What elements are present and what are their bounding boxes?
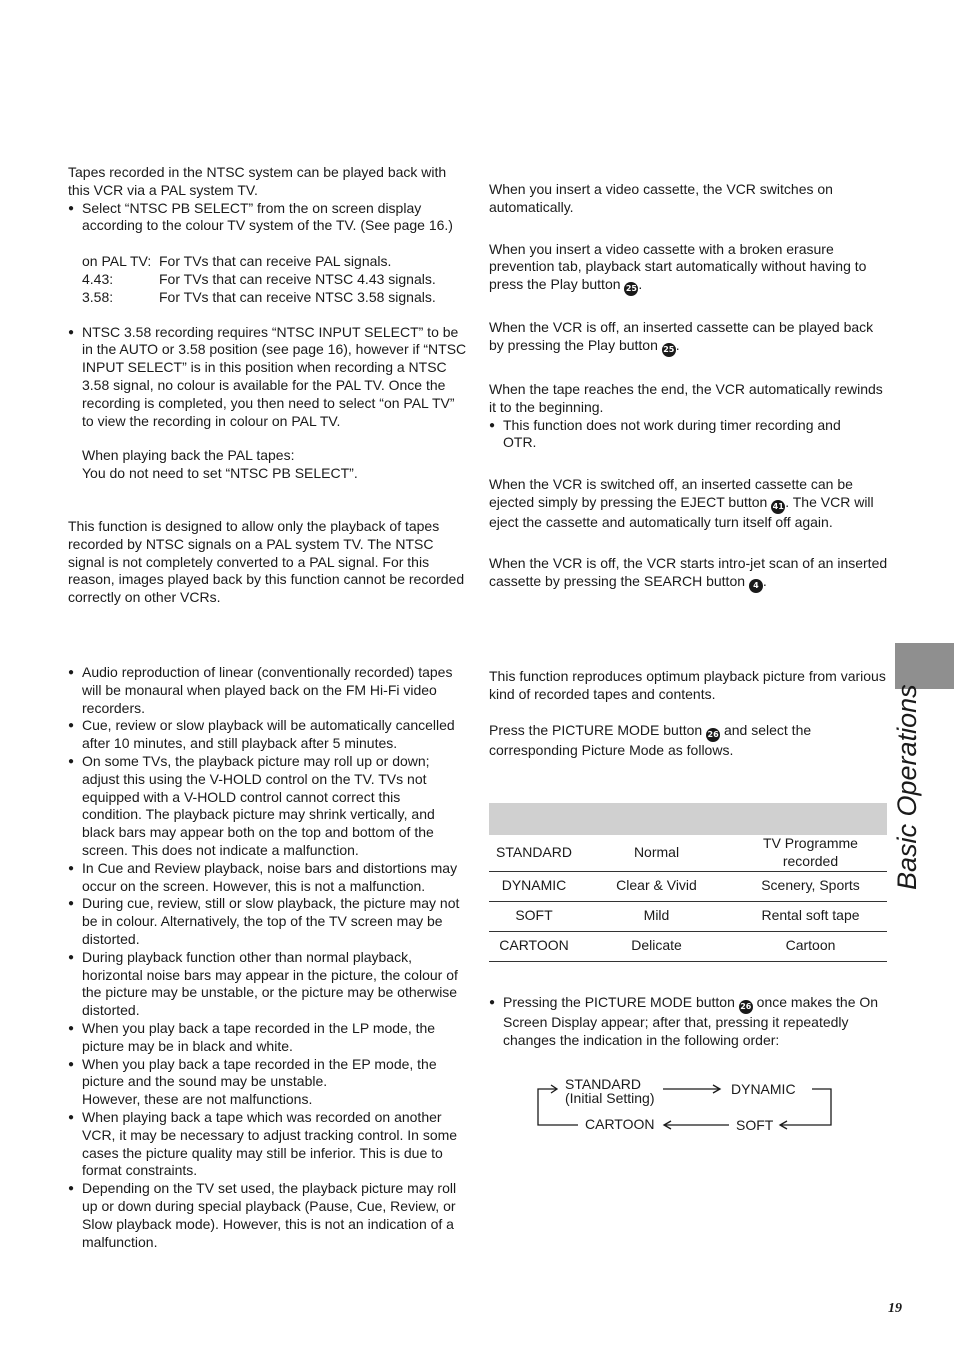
note-item: ● When playing back a tape which was recorded on another VCR, it may be necessary to adjust tracking control. In some cases the picture quality may still be inferior. This is due to format constraints.	[68, 1109, 464, 1180]
note-item: ● Audio reproduction of linear (conventionally recorded) tapes will be monaural when played back on the FM Hi-Fi video recorders.	[68, 664, 464, 717]
search-button-number-icon: 4	[749, 579, 763, 593]
eject-button-number-icon: 41	[771, 500, 785, 514]
picture-mode-section	[489, 668, 889, 759]
rewind-note: ● This function does not work during timer recording and OTR.	[489, 417, 843, 453]
right-column	[489, 181, 889, 593]
play-button-number-icon: 25	[662, 343, 676, 357]
table-row: DYNAMIC Clear & Vivid Scenery, Sports	[489, 871, 887, 901]
table-row: SOFT Mild Rental soft tape	[489, 901, 887, 931]
flow-initial-label: (Initial Setting)	[565, 1090, 655, 1106]
off-play-para: When the VCR is off, an inserted cassette can be played back by pressing the Play button 25.	[489, 319, 889, 357]
left-column	[68, 164, 468, 607]
search-para: When the VCR is off, the VCR starts intro-jet scan of an inserted cassette by pressing the SEARCH button 4 .	[489, 555, 889, 593]
page-number: 19	[888, 1301, 902, 1316]
ntsc-select-bullet: ● Select “NTSC PB SELECT” from the on screen display according to the colour TV system of the TV. (See page 16.)	[68, 200, 468, 236]
ep-followup: However, these are not malfunctions.	[82, 1091, 313, 1108]
flow-cartoon-label: CARTOON	[585, 1116, 655, 1132]
flow-soft-label: SOFT	[736, 1117, 774, 1133]
pal-note-1: When playing back the PAL tapes:	[82, 447, 295, 464]
ntsc-358-bullet: ● NTSC 3.58 recording requires “NTSC INPUT SELECT” to be in the AUTO or 3.58 position (see page 16), however if “NTSC INPUT SELECT” is in this position when recording a NTSC 3.58 signal, no colour is available for the PAL TV. Once the recording is completed, you then need to select “on PAL TV” to view the recording in colour on PAL TV.	[68, 324, 468, 431]
table-row: STANDARD Normal TV Programme recorded	[489, 835, 887, 871]
auto-play-para: When you insert a video cassette with a broken erasure prevention tab, playback start automatically without having to press the Play button 25.	[489, 241, 889, 297]
table-row: CARTOON Delicate Cartoon	[489, 931, 887, 961]
note-item: ● When you play back a tape recorded in the EP mode, the picture and the sound may be unstable.	[68, 1056, 464, 1092]
picture-mode-button-number-icon: 26	[739, 1000, 753, 1014]
flow-standard-label: STANDARD	[565, 1076, 641, 1092]
note-item: ● In Cue and Review playback, noise bars and distortions may occur on the screen. However, this is not a malfunction.	[68, 860, 464, 896]
picture-mode-intro: This function reproduces optimum playback picture from various kind of recorded tapes and contents.	[489, 668, 886, 702]
note-item: ● During cue, review, still or slow playback, the picture may not be in colour. Alternatively, the top of the TV screen may be distorted.	[68, 895, 464, 948]
side-tab-label: Basic Operations	[892, 684, 922, 890]
note-item: ● When you play back a tape recorded in the LP mode, the picture may be in black and white.	[68, 1020, 464, 1056]
picture-mode-note: ● Pressing the PICTURE MODE button 26 once makes the On Screen Display appear; after that, pressing it repeatedly changes the indication in the following order:	[489, 994, 889, 1050]
picture-mode-press: Press the PICTURE MODE button 26 and select the corresponding Picture Mode as follows.	[489, 721, 812, 758]
option-row: 3.58: For TVs that can receive NTSC 3.58 signals.	[82, 288, 436, 305]
note-item: ● On some TVs, the playback picture may roll up or down; adjust this using the V-HOLD control on the TV. TVs not equipped with a V-HOLD control cannot correct this condition. The playback picture may shrink vertically, and black bars may appear both on the top and bottom of the screen. This does not indicate a malfunction.	[68, 753, 464, 860]
pal-note-2: You do not need to set “NTSC PB SELECT”.	[82, 465, 358, 482]
function-paragraph: This function is designed to allow only the playback of tapes recorded by NTSC signals on a PAL system TV. The NTSC signal is not completely converted to a PAL signal. For this reason, images played back by this function cannot be recorded correctly on other VCRs.	[68, 517, 465, 606]
picture-mode-table	[489, 803, 887, 962]
side-tab-block	[895, 643, 954, 689]
auto-on-para: When you insert a video cassette, the VCR switches on automatically.	[489, 181, 833, 215]
flow-dynamic-label: DYNAMIC	[731, 1081, 796, 1097]
option-row: 4.43: For TVs that can receive NTSC 4.43 signals.	[82, 270, 436, 287]
play-button-number-icon: 25	[624, 282, 638, 296]
ntsc-options	[68, 253, 468, 306]
note-item: ● Depending on the TV set used, the playback picture may roll up or down during special playback (Pause, Cue, Review, or Slow playback mode). However, this is not an indication of a malfunction.	[68, 1180, 464, 1251]
note-item: ● During playback function other than normal playback, horizontal noise bars may appear in the picture, the colour of the picture may be unstable, or the picture may be otherwise distorted.	[68, 949, 464, 1020]
left-notes	[68, 664, 464, 1251]
table-header-row	[489, 803, 887, 835]
option-row: on PAL TV: For TVs that can receive PAL signals.	[82, 253, 392, 270]
eject-para: When the VCR is switched off, an inserted cassette can be ejected simply by pressing the EJECT button 41. The VCR will eject the cassette and automatically turn itself off again.	[489, 476, 874, 530]
picture-mode-button-number-icon: 26	[706, 728, 720, 742]
note-item: ● Cue, review or slow playback will be automatically cancelled after 10 minutes, and still playback after 5 minutes.	[68, 717, 464, 753]
ntsc-intro: Tapes recorded in the NTSC system can be played back with this VCR via a PAL system TV.	[68, 164, 447, 198]
rewind-para: When the tape reaches the end, the VCR automatically rewinds it to the beginning.	[489, 380, 883, 415]
